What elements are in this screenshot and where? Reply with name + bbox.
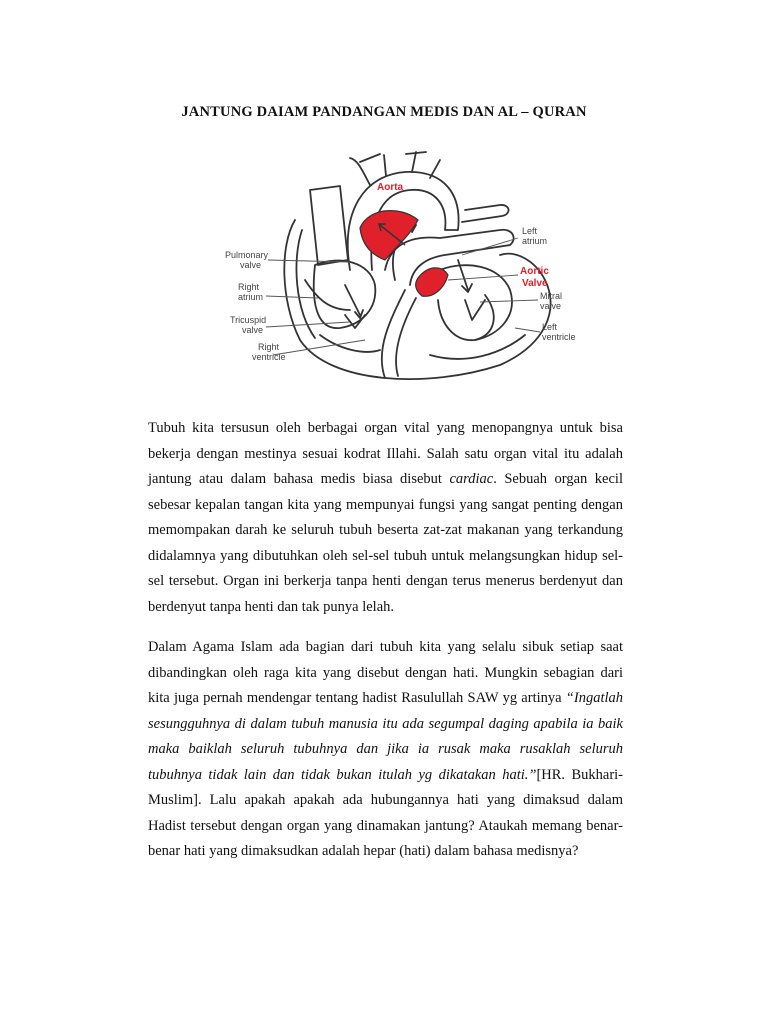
label-pulmonary-valve-2: valve — [240, 260, 262, 270]
paragraph-2-text-b: [HR. Bukhari-Muslim]. Lalu apakah apakah ada hubungannya hati yang dimaksud dalam Hadist tersebut dengan organ yang dinamakan jantung? Ataukah memang benar-benar hati yang dimaksudkan adalah hepar (hati) dalam bahasa medisnya? — [148, 766, 623, 859]
label-left-ventricle-1: Left — [542, 322, 558, 332]
paragraph-2-text-a: Dalam Agama Islam ada bagian dari tubuh kita yang selalu sibuk setiap saat dibandingkan oleh raga kita yang disebut dengan hati. Mungkin sebagian dari kita juga pernah mendengar tentang hadist Rasulullah SAW yg artinya — [148, 639, 623, 706]
septum-inner — [396, 298, 416, 376]
right-chamber — [314, 261, 376, 329]
label-left-atrium-2: atrium — [522, 236, 548, 246]
pulmonary-branch — [462, 205, 509, 222]
vena-cava-superior — [310, 186, 348, 265]
paragraph-cardiac — [148, 416, 623, 620]
label-right-ventricle-2: ventricle — [252, 352, 286, 362]
paragraph-1-text-b: . Sebuah organ kecil sebesar kepalan tangan kita yang mempunyai fungsi yang sangat penting dengan memompakan darah ke seluruh tubuh beserta zat-zat makanan yang terkandung didalamnya yang dibutuhkan oleh sel-sel tubuh untuk melangsungkan hidup sel-sel tersebut. Organ ini berkerja tanpa henti dengan terus menerus berdenyut dan berdenyut tanpa henti dan tak punya lelah. — [148, 471, 623, 615]
label-left-ventricle-2: ventricle — [542, 332, 576, 342]
flow-arrow-1 — [345, 285, 363, 318]
label-tricuspid-valve-1: Tricuspid — [230, 315, 267, 325]
label-tricuspid-valve-2: valve — [242, 325, 264, 335]
heart-outline-inner — [296, 230, 315, 338]
mitral-valve-shape — [465, 300, 485, 320]
aortic-valve-red-region — [416, 268, 448, 296]
paragraph-1-italic: cardiac — [449, 471, 494, 487]
label-left-atrium-1: Left — [522, 226, 538, 236]
label-mitral-valve-1: Mitral — [540, 291, 562, 301]
label-pulmonary-valve-1: Pulmonary — [225, 250, 269, 260]
label-aorta: Aorta — [377, 182, 404, 193]
heart-diagram — [200, 150, 600, 390]
label-aortic-valve-1: Aortic — [520, 266, 549, 277]
aorta-branch-1 — [350, 152, 440, 185]
aorta-red-region — [360, 211, 418, 260]
label-right-atrium-1: Right — [238, 282, 260, 292]
label-right-atrium-2: atrium — [238, 292, 264, 302]
label-mitral-valve-2: valve — [540, 301, 562, 311]
paragraph-hadist — [148, 635, 623, 865]
label-aortic-valve-2: Valve — [522, 278, 548, 289]
paragraph-2-italic-quote: “Ingatlah sesungguhnya di dalam tubuh manusia itu ada segumpal daging apabila ia baik maka baiklah seluruh tubuhnya dan jika ia rusak maka rusaklah seluruh tubuhnya tidak lain dan tidak bukan itulah yg dikatakan hati.” — [148, 690, 623, 783]
septum — [382, 290, 405, 378]
flow-arrow-5 — [305, 280, 350, 310]
right-ventricle-wall — [320, 335, 380, 352]
aorta-branch-2 — [360, 152, 426, 162]
paragraph-1-text-a: Tubuh kita tersusun oleh berbagai organ vital yang menopangnya untuk bisa bekerja dengan mestinya sesuai kodrat Illahi. Salah satu organ vital itu adalah jantung atau dalam bahasa medis biasa disebut — [148, 420, 623, 487]
document-title: JANTUNG DAIAM PANDANGAN MEDIS DAN AL – QURAN — [181, 104, 587, 120]
heart-diagram-svg — [200, 150, 600, 390]
label-right-ventricle-1: Right — [258, 342, 280, 352]
